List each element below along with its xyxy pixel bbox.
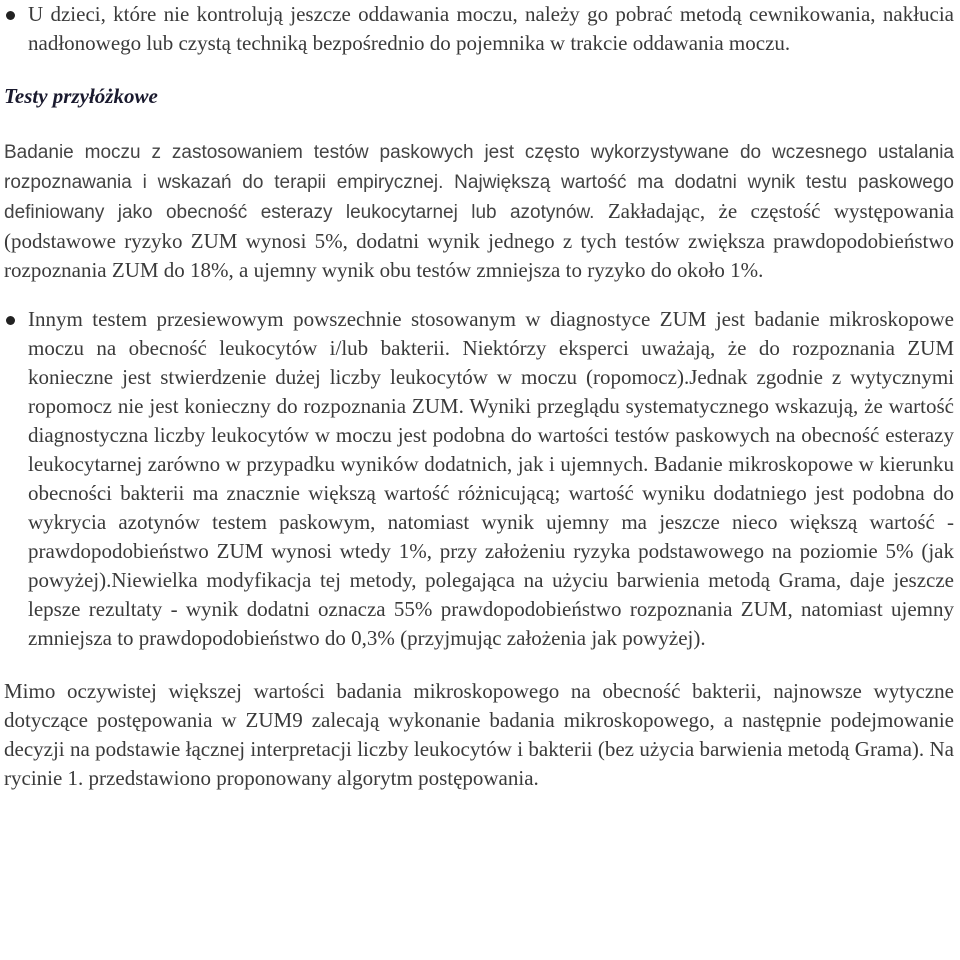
bullet-paragraph-sample-collection — [4, 0, 954, 58]
bullet-paragraph-microscopy — [4, 305, 954, 653]
paragraph-dipstick-tests — [4, 137, 954, 285]
bullet-icon — [6, 11, 15, 20]
bullet-icon — [6, 316, 15, 325]
paragraph-text: U dzieci, które nie kontrolują jeszcze oddawania moczu, należy go pobrać metodą cewnikowania, nakłucia nadłonowego lub czystą techniką bezpośrednio do pojemnika w trakcie oddawania moczu. — [28, 2, 954, 55]
section-heading: Testy przyłóżkowe — [4, 84, 158, 108]
document-page — [4, 0, 954, 793]
paragraph-guidelines: Mimo oczywistej większej wartości badania mikroskopowego na obecność bakterii, najnowsze wytyczne dotyczące postępowania w ZUM9 zalecają wykonanie badania mikroskopowego, a następnie podejmowanie decyzji na podstawie łącznej interpretacji liczby leukocytów i bakterii (bez użycia barwienia metodą Grama). Na rycinie 1. przedstawiono proponowany algorytm postępowania. — [4, 679, 954, 790]
paragraph-text-serif: Zakładając, że częstość występowania (podstawowe ryzyko ZUM wynosi 5%, dodatni wynik jednego z tych testów zwiększa prawdopodobieństwo rozpoznania ZUM do 18%, a ujemny wynik obu testów zmniejsza to ryzyko do około 1%. — [4, 199, 954, 282]
paragraph-text: Innym testem przesiewowym powszechnie stosowanym w diagnostyce ZUM jest badanie mikroskopowe moczu na obecność leukocytów i/lub bakterii. Niektórzy eksperci uważają, że do rozpoznania ZUM konieczne jest stwierdzenie dużej liczby leukocytów w moczu (ropomocz).Jednak zgodnie z wytycznymi ropomocz nie jest konieczny do rozpoznania ZUM. Wyniki przeglądu systematycznego wskazują, że wartość diagnostyczna liczby leukocytów w moczu jest podobna do wartości testów paskowych na obecność esterazy leukocytarnej zarówno w przypadku wyników dodatnich, jak i ujemnych. Badanie mikroskopowe w kierunku obecności bakterii ma znacznie większą wartość różnicującą; wartość wyniku dodatniego jest podobna do wykrycia azotynów testem paskowym, natomiast wynik ujemny ma jeszcze nieco większą wartość - prawdopodobieństwo ZUM wynosi wtedy 1%, przy założeniu ryzyka podstawowego na poziomie 5% (jak powyżej).Niewielka modyfikacja tej metody, polegająca na użyciu barwienia metodą Grama, daje jeszcze lepsze rezultaty - wynik dodatni oznacza 55% prawdopodobieństwo rozpoznania ZUM, natomiast ujemny zmniejsza to prawdopodobieństwo do 0,3% (przyjmując założenia jak powyżej). — [28, 307, 954, 650]
paragraph-text-sans: Badanie moczu z zastosowaniem testów paskowych jest często wykorzystywane do wczesnego ustalania rozpoznawania i wskazań do terapii empirycznej. Największą wartość ma dodatni wynik testu paskowego definiowany jako obecność esterazy leukocytarnej lub azotynów. — [4, 142, 954, 223]
